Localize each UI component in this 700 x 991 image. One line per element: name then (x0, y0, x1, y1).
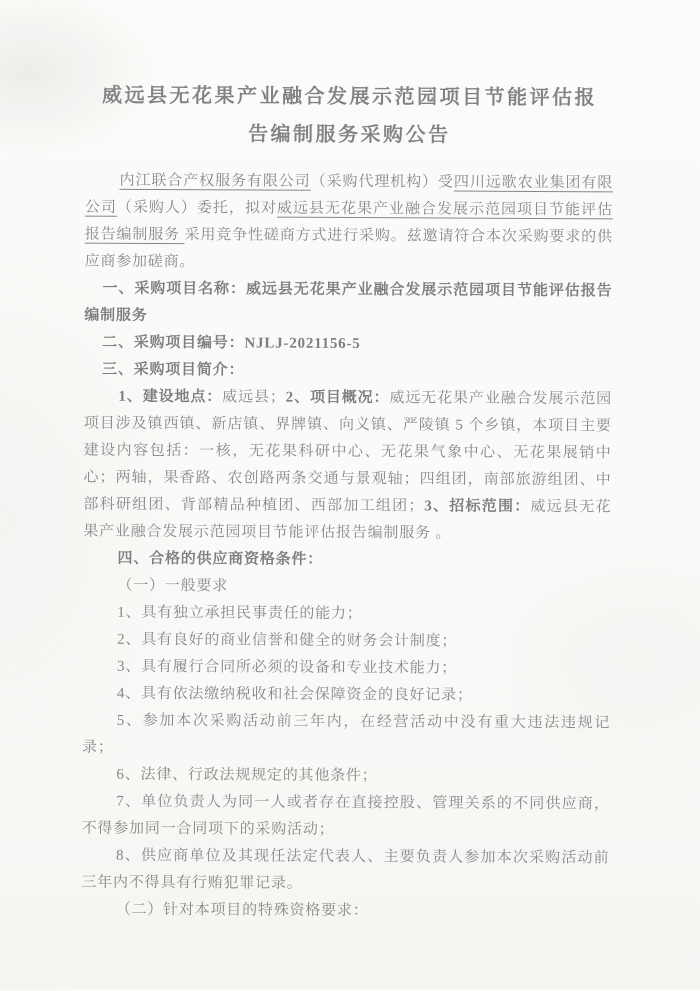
text-run: 四川远歌农业集团有限公司 (84, 174, 614, 216)
text-run: 威远县无花果产业融合发展示范园项目节能评估报告编制服务 。 (83, 498, 612, 542)
text-run: 项目概况： (309, 389, 390, 407)
text-run: 采用竞争性磋商方式进行采购。兹邀请符合本次采购要求的供应商参加磋商。 (84, 227, 613, 271)
subsection-general-requirements-header: （一）一般要求 (117, 577, 229, 595)
section-heading-project-name (84, 276, 612, 333)
text-run: 招标范围： (449, 498, 531, 515)
section-heading-project-number (84, 330, 612, 360)
page-title-line-1: 威远县无花果产业融合发展示范园项目节能评估报 (101, 84, 598, 110)
requirement-item: 4、具有依法缴纳税收和社会保障资金的良好记录； (116, 685, 473, 704)
intro-paragraph (85, 168, 614, 279)
requirement-item: 2、具有良好的商业信誉和健全的财务会计制度； (117, 631, 458, 650)
section-label: 二、采购项目编号： (102, 334, 245, 352)
page-title-line-2: 告编制服务采购公告 (247, 123, 451, 147)
text-run: 内江联合产权服务有限公司 (119, 172, 311, 190)
text-run: 威远无花果产业融合发展示范园项目涉及镇西镇、新店镇、界牌镇、向义镇、严陵镇 5 个乡镇，本项目主要建设内容包括：一核，无花果科研中心、无花果气象中心、无花果展销中心；两轴，果香路、农创路两条交通与景观轴；四组团，南部旅游组团、中部科研组团、背部精品种植团、西部加工组团； (83, 390, 612, 515)
requirement-item: 6、法律、行政法规规定的其他条件； (116, 766, 378, 785)
text-run: 威远县无花果产业融合发展示范园项目节能评估报告编制服务 (84, 200, 613, 244)
text-run: 1、 (118, 388, 143, 405)
document-body (81, 168, 613, 927)
requirement-item: 7、单位负责人为同一人或者存在直接控股、管理关系的不同供应商，不得参加同一合同项下的采购活动； (81, 793, 610, 838)
text-run: 2、 (285, 389, 311, 406)
subsection-special-requirements-header: （二）针对本项目的特殊资格要求： (115, 901, 369, 920)
requirement-item: 5、参加本次采购活动前三年内，在经营活动中没有重大违法违规记录； (82, 712, 611, 756)
text-run: 3、 (424, 498, 450, 515)
text-run: （采购人）委托，拟对 (116, 199, 278, 217)
general-requirements-list (81, 600, 611, 900)
page-title (0, 0, 700, 156)
project-name-value: 威远县无花果产业融合发展示范园项目节能评估报告编制服务 (84, 281, 613, 324)
section-heading-project-intro: 三、采购项目简介： (102, 361, 245, 379)
text-run: 威远县； (222, 389, 286, 406)
requirement-item: 8、供应商单位及其现任法定代表人、主要负责人参加本次采购活动前三年内不得具有行贿犯罪记录。 (81, 847, 610, 892)
text-run: （采购代理机构）受 (310, 173, 454, 191)
text-run: 建设地点： (142, 388, 223, 406)
requirement-item: 3、具有履行合同所必须的设备和专业技术能力； (116, 658, 458, 677)
project-overview-paragraph (83, 384, 612, 549)
section-label: 一、采购项目名称： (102, 280, 247, 298)
project-number-value: NJLJ-2021156-5 (244, 335, 361, 353)
section-heading-supplier-qualifications: 四、合格的供应商资格条件： (117, 550, 324, 568)
requirement-item: 1、具有独立承担民事责任的能力； (117, 604, 363, 623)
